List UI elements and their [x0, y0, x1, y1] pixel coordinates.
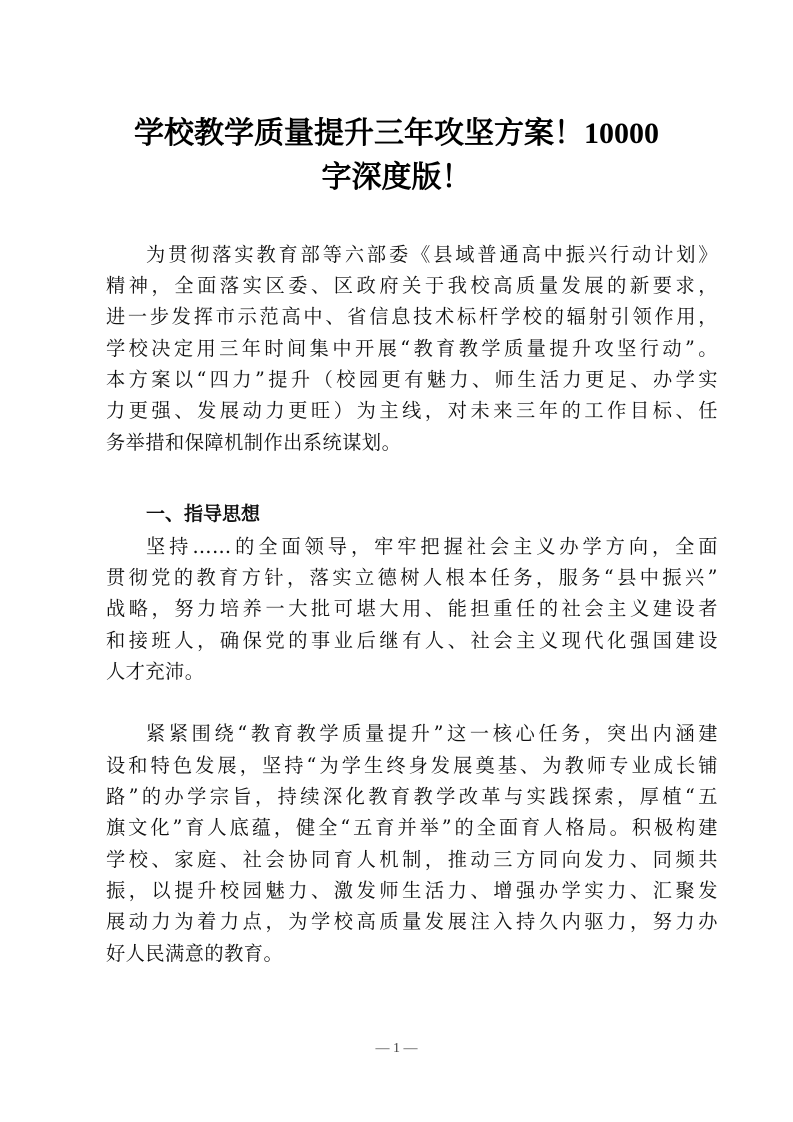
text-line: 务举措和保障机制作出系统谋划。	[106, 431, 402, 454]
text-line: 好人民满意的教育。	[106, 942, 284, 965]
title-number: 10000	[584, 117, 659, 150]
title-text: 学校教学质量提升三年攻坚方案！	[134, 116, 584, 151]
text-line: 学校决定用三年时间集中开展“教育教学质量提升攻坚行动”。	[106, 337, 718, 360]
text-line: 旗文化”育人底蕴，健全“五育并举”的全面育人格局。积极构建	[106, 816, 718, 839]
text-line: 紧紧围绕“教育教学质量提升”这一核心任务，突出内涵建	[146, 722, 718, 745]
text-line: 展动力为着力点，为学校高质量发展注入持久内驱力，努力办	[106, 910, 718, 933]
text-line: 学校、家庭、社会协同育人机制，推动三方同向发力、同频共	[106, 848, 718, 871]
text-line: 进一步发挥市示范高中、省信息技术标杆学校的辐射引领作用，	[106, 305, 718, 328]
document-title-line-2: 字深度版！	[321, 160, 472, 195]
text-line: 精神，全面落实区委、区政府关于我校高质量发展的新要求，	[106, 274, 718, 297]
text-line: 振，以提升校园魅力、激发师生活力、增强办学实力、汇聚发	[106, 879, 718, 902]
text-line: 贯彻党的教育方针，落实立德树人根本任务，服务“县中振兴”	[106, 566, 718, 589]
text-line: 战略，努力培养一大批可堪大用、能担重任的社会主义建设者	[106, 597, 718, 620]
text-line: 人才充沛。	[106, 660, 205, 683]
text-line: 路”的办学宗旨，持续深化教育教学改革与实践探索，厚植“五	[106, 785, 718, 808]
text-line: 力更强、发展动力更旺）为主线，对未来三年的工作目标、任	[106, 399, 718, 422]
text-line: 和接班人，确保党的事业后继有人、社会主义现代化强国建设	[106, 629, 718, 652]
text-line: 本方案以“四力”提升（校园更有魅力、师生活力更足、办学实	[106, 368, 718, 391]
page-number: — 1 —	[375, 1041, 418, 1056]
section-heading-guiding-ideology: 一、指导思想	[146, 503, 261, 525]
text-line: 设和特色发展，坚持“为学生终身发展奠基、为教师专业成长铺	[106, 754, 718, 777]
text-line: 坚持……的全面领导，牢牢把握社会主义办学方向，全面	[146, 535, 718, 558]
document-title-line-1	[80, 112, 713, 156]
text-line: 为贯彻落实教育部等六部委《县域普通高中振兴行动计划》	[146, 243, 718, 266]
